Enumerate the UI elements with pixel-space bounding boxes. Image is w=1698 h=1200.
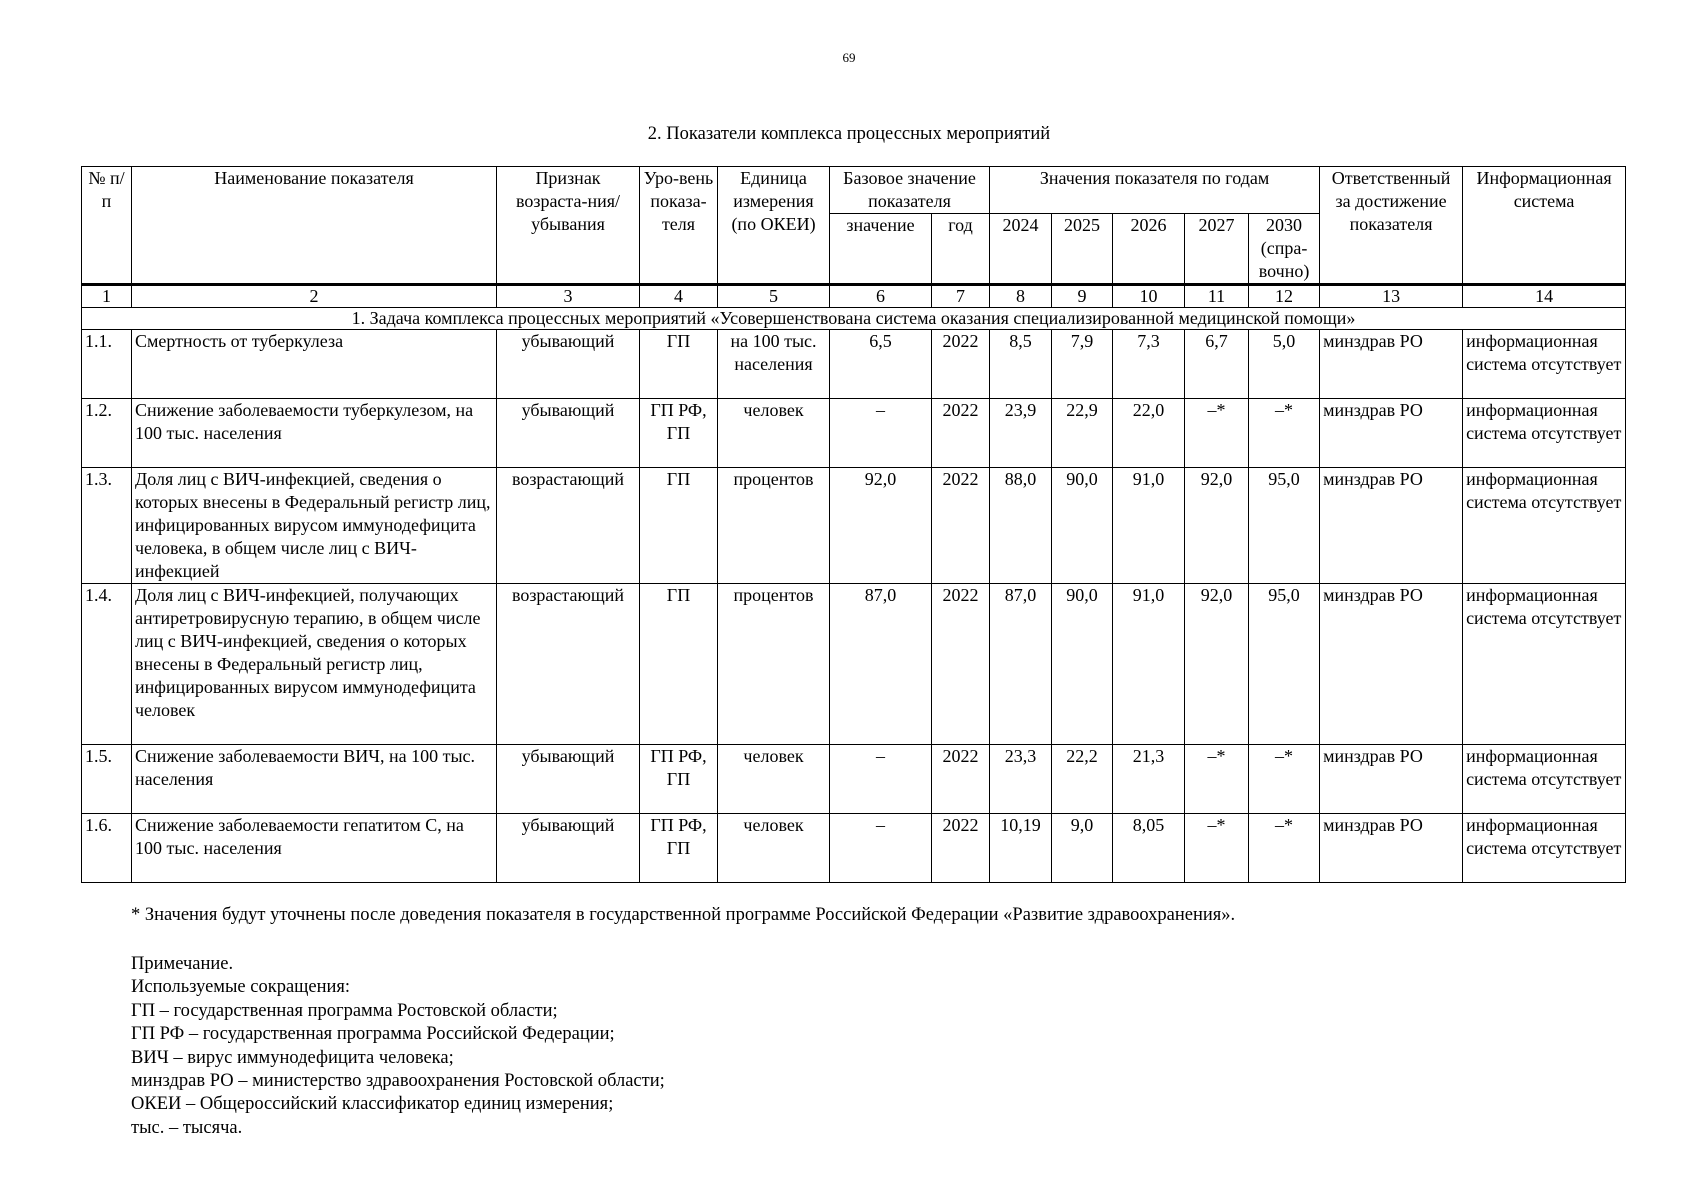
note-line: ГП РФ – государственная программа Российской Федерации; — [131, 1024, 615, 1045]
header-level: Уро-вень показа-теля — [640, 167, 718, 285]
table-row — [82, 468, 1626, 584]
info-system: информационная система отсутствует — [1463, 330, 1626, 399]
indicator-level: ГП — [640, 584, 718, 745]
row-num: 1.1. — [82, 330, 132, 399]
responsible: минздрав РО — [1320, 584, 1463, 745]
header-base-year: год — [932, 214, 990, 285]
base-year: 2022 — [932, 814, 990, 883]
indicator-trend: убывающий — [497, 399, 640, 468]
indicator-level: ГП — [640, 330, 718, 399]
value-2024: 8,5 — [990, 330, 1052, 399]
indicator-name: Доля лиц с ВИЧ-инфекцией, сведения о которых внесены в Федеральный регистр лиц, инфицированных вирусом иммунодефицита человека, в общем числе лиц с ВИЧ-инфекцией — [132, 468, 497, 584]
indicator-name: Смертность от туберкулеза — [132, 330, 497, 399]
indicator-unit: человек — [718, 399, 830, 468]
table-row — [82, 399, 1626, 468]
base-year: 2022 — [932, 745, 990, 814]
note-line: Используемые сокращения: — [131, 977, 351, 998]
indicator-trend: убывающий — [497, 814, 640, 883]
indicator-unit: процентов — [718, 468, 830, 584]
base-value: – — [830, 814, 932, 883]
header-values-by-year: Значения показателя по годам — [990, 167, 1320, 214]
base-value: – — [830, 399, 932, 468]
header-trend: Признак возраста-ния/убывания — [497, 167, 640, 285]
column-number: 10 — [1113, 285, 1185, 308]
column-number: 5 — [718, 285, 830, 308]
header-year-2030: 2030 (спра-вочно) — [1249, 214, 1320, 285]
note-line: минздрав РО – министерство здравоохранения Ростовской области; — [131, 1071, 665, 1092]
value-2024: 23,9 — [990, 399, 1052, 468]
notes-block — [131, 953, 665, 1140]
value-2026: 22,0 — [1113, 399, 1185, 468]
column-number: 7 — [932, 285, 990, 308]
note-line: ОКЕИ – Общероссийский классификатор единиц измерения; — [131, 1094, 614, 1115]
responsible: минздрав РО — [1320, 330, 1463, 399]
table-row — [82, 330, 1626, 399]
column-number: 6 — [830, 285, 932, 308]
column-number: 2 — [132, 285, 497, 308]
page-number: 69 — [842, 50, 856, 65]
value-2024: 88,0 — [990, 468, 1052, 584]
value-2027: –* — [1185, 745, 1249, 814]
info-system: информационная система отсутствует — [1463, 745, 1626, 814]
indicator-trend: возрастающий — [497, 584, 640, 745]
indicator-unit: человек — [718, 814, 830, 883]
value-2027: –* — [1185, 814, 1249, 883]
base-value: 87,0 — [830, 584, 932, 745]
indicator-name: Снижение заболеваемости ВИЧ, на 100 тыс. населения — [132, 745, 497, 814]
note-line: Примечание. — [131, 954, 234, 974]
indicator-unit: процентов — [718, 584, 830, 745]
header-base-value: значение — [830, 214, 932, 285]
table-row — [82, 584, 1626, 745]
value-2025: 90,0 — [1052, 468, 1113, 584]
value-2027: 92,0 — [1185, 468, 1249, 584]
responsible: минздрав РО — [1320, 814, 1463, 883]
responsible: минздрав РО — [1320, 468, 1463, 584]
table-row — [82, 814, 1626, 883]
value-2027: 92,0 — [1185, 584, 1249, 745]
indicator-trend: убывающий — [497, 330, 640, 399]
row-num: 1.4. — [82, 584, 132, 745]
column-number: 11 — [1185, 285, 1249, 308]
base-year: 2022 — [932, 399, 990, 468]
value-2030: 5,0 — [1249, 330, 1320, 399]
column-numbers-row — [82, 285, 1626, 308]
base-value: – — [830, 745, 932, 814]
document-title: 2. Показатели комплекса процессных мероприятий — [647, 124, 1051, 144]
note-line: тыс. – тысяча. — [131, 1117, 243, 1138]
row-num: 1.2. — [82, 399, 132, 468]
indicator-name: Снижение заболеваемости гепатитом С, на 100 тыс. населения — [132, 814, 497, 883]
value-2026: 7,3 — [1113, 330, 1185, 399]
value-2026: 8,05 — [1113, 814, 1185, 883]
column-number: 14 — [1463, 285, 1626, 308]
value-2024: 10,19 — [990, 814, 1052, 883]
value-2030: –* — [1249, 399, 1320, 468]
column-number: 9 — [1052, 285, 1113, 308]
indicator-level: ГП РФ, ГП — [640, 814, 718, 883]
header-year-2026: 2026 — [1113, 214, 1185, 285]
info-system: информационная система отсутствует — [1463, 584, 1626, 745]
note-line: ВИЧ – вирус иммунодефицита человека; — [131, 1047, 454, 1068]
value-2027: 6,7 — [1185, 330, 1249, 399]
column-number: 1 — [82, 285, 132, 308]
column-number: 8 — [990, 285, 1052, 308]
indicator-level: ГП РФ, ГП — [640, 745, 718, 814]
responsible: минздрав РО — [1320, 399, 1463, 468]
base-value: 6,5 — [830, 330, 932, 399]
value-2030: –* — [1249, 814, 1320, 883]
info-system: информационная система отсутствует — [1463, 468, 1626, 584]
value-2027: –* — [1185, 399, 1249, 468]
table-row — [82, 745, 1626, 814]
value-2030: –* — [1249, 745, 1320, 814]
indicator-unit: человек — [718, 745, 830, 814]
info-system: информационная система отсутствует — [1463, 399, 1626, 468]
value-2026: 21,3 — [1113, 745, 1185, 814]
task-row — [82, 308, 1626, 330]
header-year-2024: 2024 — [990, 214, 1052, 285]
value-2025: 9,0 — [1052, 814, 1113, 883]
indicator-name: Снижение заболеваемости туберкулезом, на 100 тыс. населения — [132, 399, 497, 468]
header-base: Базовое значение показателя — [830, 167, 990, 214]
header-info-system: Информационная система — [1463, 167, 1626, 285]
column-number: 4 — [640, 285, 718, 308]
header-responsible: Ответственный за достижение показателя — [1320, 167, 1463, 285]
row-num: 1.5. — [82, 745, 132, 814]
note-line: ГП – государственная программа Ростовской области; — [131, 1000, 558, 1021]
value-2030: 95,0 — [1249, 468, 1320, 584]
header-year-2025: 2025 — [1052, 214, 1113, 285]
column-number: 13 — [1320, 285, 1463, 308]
value-2025: 90,0 — [1052, 584, 1113, 745]
header-num: № п/п — [82, 167, 132, 285]
value-2025: 7,9 — [1052, 330, 1113, 399]
header-unit: Единица измерения (по ОКЕИ) — [718, 167, 830, 285]
base-year: 2022 — [932, 330, 990, 399]
indicator-level: ГП РФ, ГП — [640, 399, 718, 468]
table-header — [82, 167, 1626, 285]
value-2025: 22,9 — [1052, 399, 1113, 468]
info-system: информационная система отсутствует — [1463, 814, 1626, 883]
base-year: 2022 — [932, 584, 990, 745]
indicator-unit: на 100 тыс. населения — [718, 330, 830, 399]
base-value: 92,0 — [830, 468, 932, 584]
value-2026: 91,0 — [1113, 468, 1185, 584]
value-2024: 87,0 — [990, 584, 1052, 745]
footnote: * Значения будут уточнены после доведения показателя в государственной программе Российской Федерации «Развитие здравоохранения». — [131, 905, 1236, 925]
indicator-trend: убывающий — [497, 745, 640, 814]
column-number: 12 — [1249, 285, 1320, 308]
responsible: минздрав РО — [1320, 745, 1463, 814]
row-num: 1.3. — [82, 468, 132, 584]
indicators-table — [81, 166, 1626, 883]
task-title: 1. Задача комплекса процессных мероприятий «Усовершенствована система оказания специализированной медицинской помощи» — [82, 308, 1626, 330]
indicator-trend: возрастающий — [497, 468, 640, 584]
indicator-name: Доля лиц с ВИЧ-инфекцией, получающих антиретровирусную терапию, в общем числе лиц с ВИЧ-инфекцией, сведения о которых внесены в Федеральный регистр лиц, инфицированных вирусом иммунодефицита человек — [132, 584, 497, 745]
row-num: 1.6. — [82, 814, 132, 883]
value-2030: 95,0 — [1249, 584, 1320, 745]
base-year: 2022 — [932, 468, 990, 584]
header-name: Наименование показателя — [132, 167, 497, 285]
value-2026: 91,0 — [1113, 584, 1185, 745]
column-number: 3 — [497, 285, 640, 308]
value-2025: 22,2 — [1052, 745, 1113, 814]
value-2024: 23,3 — [990, 745, 1052, 814]
indicator-level: ГП — [640, 468, 718, 584]
header-year-2027: 2027 — [1185, 214, 1249, 285]
